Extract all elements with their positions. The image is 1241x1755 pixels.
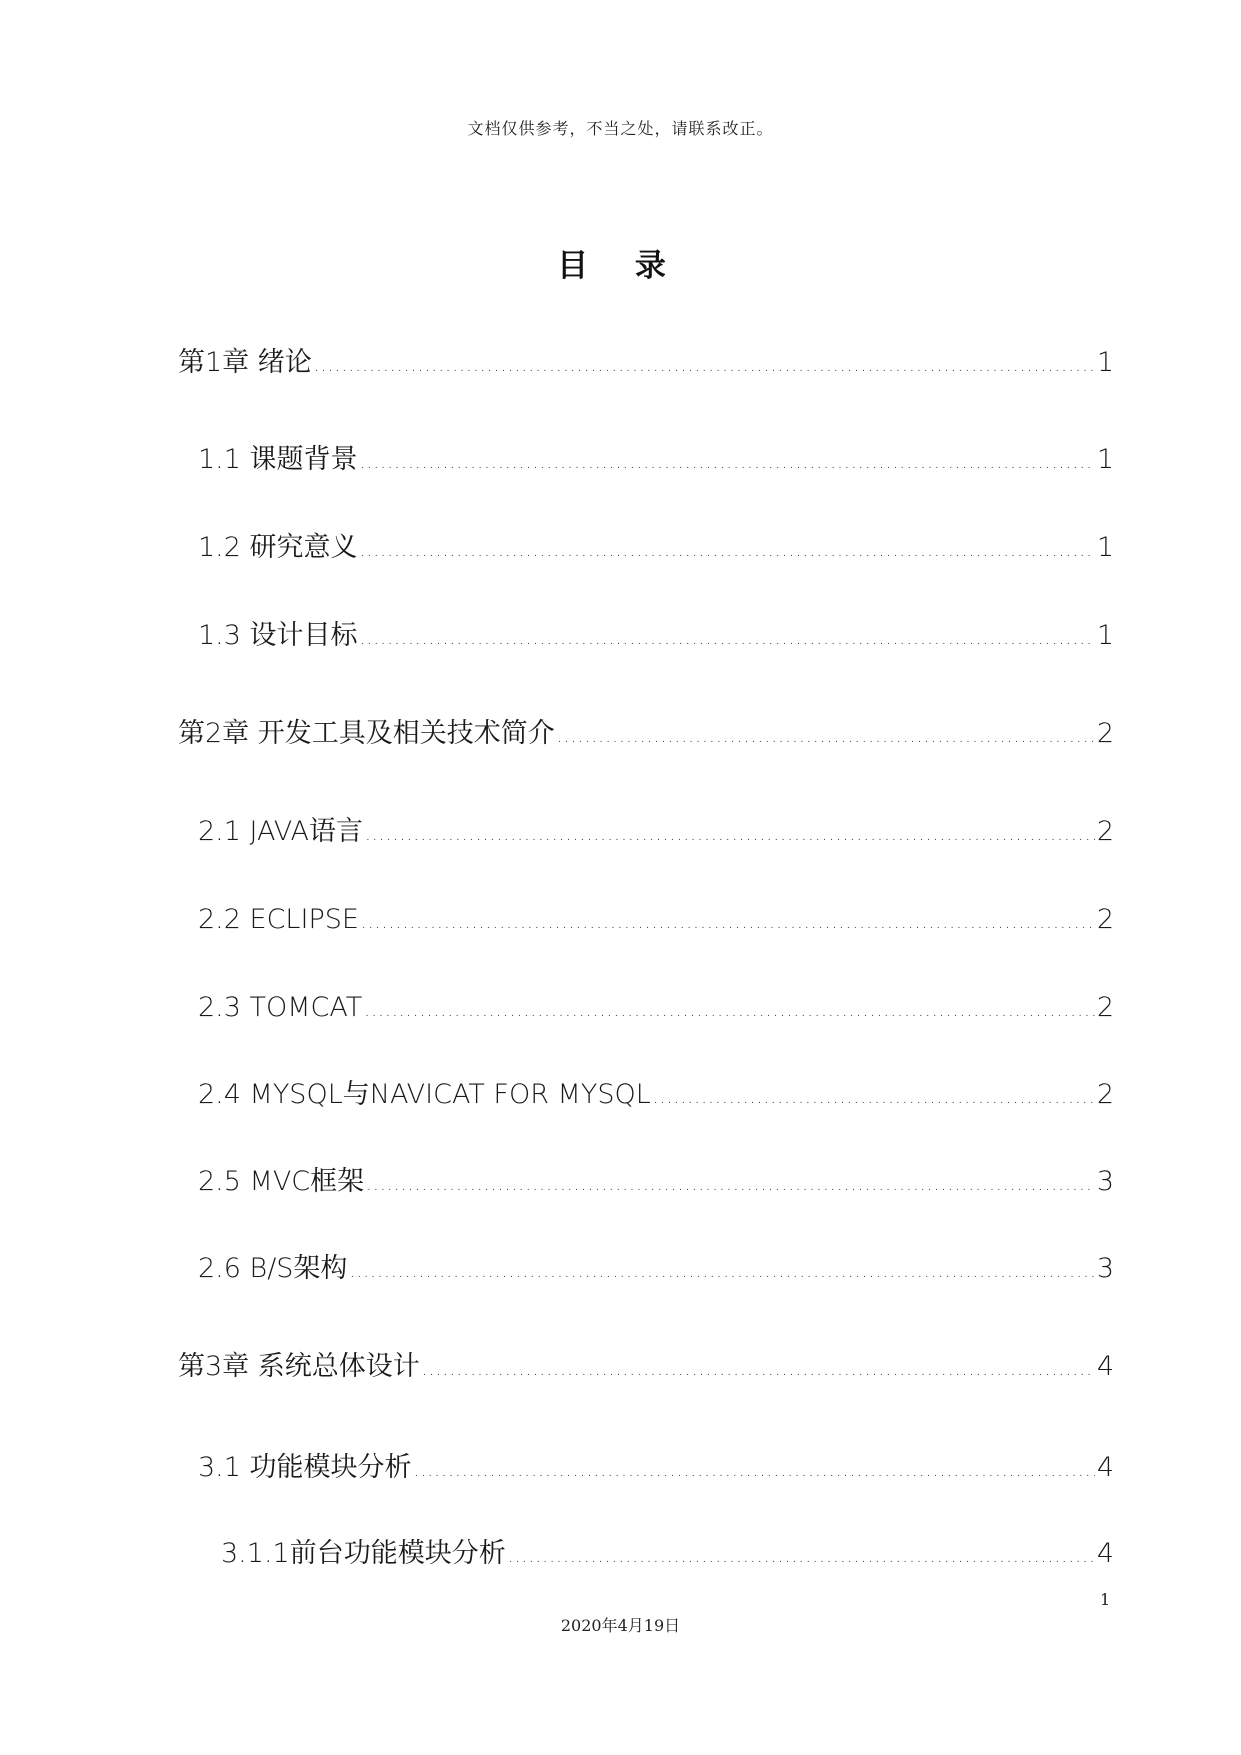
toc-title: 目 录	[557, 248, 684, 284]
dot-leader	[360, 532, 1095, 570]
page-number: 1	[1100, 1590, 1111, 1609]
dot-leader	[366, 1166, 1095, 1204]
dot-leader	[365, 816, 1095, 854]
toc-entry-label: 3.1 功能模块分析	[198, 1452, 412, 1483]
dot-leader	[422, 1351, 1095, 1389]
toc-entry-page: 1	[1096, 444, 1114, 475]
toc-entry-label: 1.1 课题背景	[198, 444, 358, 475]
toc-entry-2-4[interactable]	[198, 1076, 1114, 1117]
toc-entry-page: 2	[1096, 904, 1114, 935]
toc-entry-2-3[interactable]	[198, 989, 1114, 1030]
toc-entry-label: 2.3 TOMCAT	[198, 992, 363, 1023]
dot-leader	[360, 620, 1095, 658]
header-note: 文档仅供参考，不当之处，请联系改正。	[467, 119, 774, 138]
toc-entry-1-3[interactable]	[198, 617, 1114, 658]
toc-entry-label: 1.3 设计目标	[198, 620, 358, 651]
toc-entry-page: 2	[1096, 816, 1114, 847]
toc-entry-page: 4	[1096, 1538, 1114, 1569]
toc-entry-label: 第3章 系统总体设计	[178, 1351, 420, 1382]
toc-entry-page: 2	[1096, 718, 1114, 749]
dot-leader	[314, 347, 1095, 385]
toc-entry-label: 2.1 JAVA语言	[198, 816, 363, 847]
toc-entry-label: 1.2 研究意义	[198, 532, 358, 563]
toc-entry-page: 1	[1096, 620, 1114, 651]
toc-entry-2-5[interactable]	[198, 1163, 1114, 1204]
dot-leader	[508, 1538, 1095, 1576]
toc-entry-label: 2.5 MVC框架	[198, 1166, 365, 1197]
toc-entry-2-6[interactable]	[198, 1250, 1114, 1291]
toc-entry-3-1-1[interactable]	[221, 1535, 1114, 1576]
toc-entry-page: 4	[1096, 1452, 1114, 1483]
toc-entry-label: 第1章 绪论	[178, 347, 312, 378]
toc-entry-1-2[interactable]	[198, 529, 1114, 570]
toc-entry-page: 1	[1096, 347, 1114, 378]
dot-leader	[557, 718, 1095, 756]
dot-leader	[653, 1079, 1095, 1117]
dot-leader	[361, 904, 1095, 942]
toc-entry-2-2[interactable]	[198, 901, 1114, 942]
dot-leader	[349, 1253, 1094, 1291]
dot-leader	[414, 1452, 1095, 1490]
toc-entry-1-1[interactable]	[198, 441, 1114, 482]
toc-entry-2-1[interactable]	[198, 813, 1114, 854]
toc-entry-page: 3	[1096, 1253, 1114, 1284]
toc-entry-3-1[interactable]	[198, 1449, 1114, 1490]
toc-entry-chapter-1[interactable]	[178, 344, 1114, 385]
toc-entry-label: 2.2 ECLIPSE	[198, 904, 359, 935]
toc-entry-label: 2.4 MYSQL与NAVICAT FOR MYSQL	[198, 1079, 651, 1110]
toc-entry-page: 2	[1096, 992, 1114, 1023]
toc-entry-page: 2	[1096, 1079, 1114, 1110]
toc-entry-label: 3.1.1前台功能模块分析	[221, 1538, 506, 1569]
toc-entry-label: 2.6 B/S架构	[198, 1253, 348, 1284]
toc-entry-chapter-3[interactable]	[178, 1348, 1114, 1389]
toc-entry-page: 4	[1096, 1351, 1114, 1382]
dot-leader	[360, 444, 1095, 482]
toc-entry-chapter-2[interactable]	[178, 715, 1114, 756]
toc-entry-page: 1	[1096, 532, 1114, 563]
toc-entry-page: 3	[1096, 1166, 1114, 1197]
footer-date: 2020年4月19日	[560, 1616, 681, 1635]
toc-entry-label: 第2章 开发工具及相关技术简介	[178, 718, 555, 749]
dot-leader	[364, 992, 1095, 1030]
